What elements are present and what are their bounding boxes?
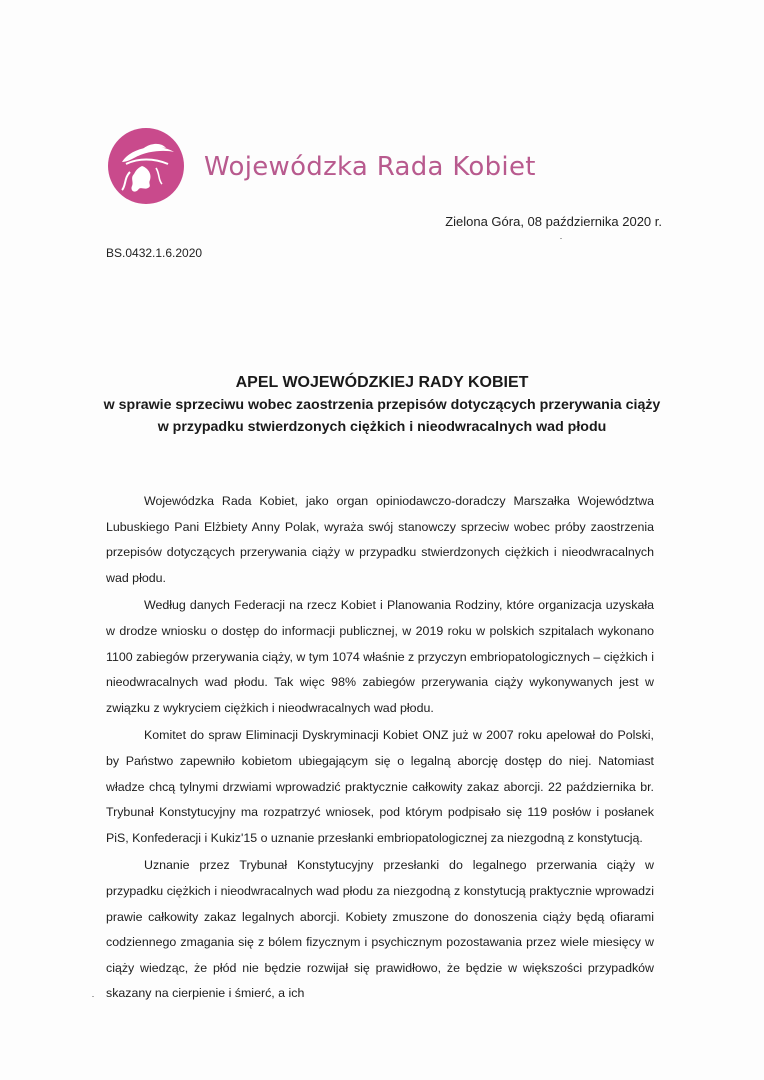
- scan-speck: [560, 238, 562, 239]
- paragraph: Według danych Federacji na rzecz Kobiet i Planowania Rodziny, które organizacja uzyskała w drodze wniosku o dostęp do informacji publicznej, w 2019 roku w polskich szpitalach wykonano 1100 zabiegów przerywania ciąży, w tym 1074 właśnie z przyczyn embriopatologicznych – ciężkich i nieodwracalnych wad płodu. Tak więc 98% zabiegów przerywania ciąży wykonywanych jest w związku z wykryciem ciężkich i nieodwracalnych wad płodu.: [106, 598, 654, 715]
- woman-in-hat-logo-icon: [108, 128, 184, 204]
- place-and-date: Zielona Góra, 08 października 2020 r.: [445, 214, 662, 229]
- document-title: [60, 372, 704, 438]
- paragraph: Wojewódzka Rada Kobiet, jako organ opiniodawczo-doradczy Marszałka Województwa Lubuskiego Pani Elżbiety Anny Polak, wyraża swój stanowczy sprzeciw wobec próby zaostrzenia przepisów dotyczących przerywania ciąży w przypadku stwierdzonych ciężkich i nieodwracalnych wad płodu.: [106, 494, 654, 585]
- scan-speck: [92, 996, 94, 997]
- reference-number: BS.0432.1.6.2020: [106, 246, 203, 260]
- letterhead: [108, 128, 536, 204]
- organization-name: Wojewódzka Rada Kobiet: [204, 152, 536, 182]
- title-main: APEL WOJEWÓDZKIEJ RADY KOBIET: [235, 374, 529, 391]
- paragraph: Uznanie przez Trybunał Konstytucyjny przesłanki do legalnego przerwania ciąży w przypadku ciężkich i nieodwracalnych wad płodu za niezgodną z konstytucją praktycznie wprowadzi prawie całkowity zakaz legalnych aborcji. Kobiety zmuszone do donoszenia ciąży będą ofiarami codziennego zmagania się z bólem fizycznym i psychicznym pozostawania przez wiele miesięcy w ciąży wiedząc, że płód nie będzie rozwijał się prawidłowo, że będzie w większości przypadków skazany na cierpienie i śmierć, a ich: [106, 858, 654, 1001]
- title-subtitle-line-1: w sprawie sprzeciwu wobec zaostrzenia przepisów dotyczących przerywania ciąży: [103, 397, 661, 413]
- paragraph: Komitet do spraw Eliminacji Dyskryminacji Kobiet ONZ już w 2007 roku apelował do Polski, by Państwo zapewniło kobietom ubiegającym się o legalną aborcję dostęp do niej. Natomiast władze chcą tylnymi drzwiami wprowadzić praktycznie całkowity zakaz aborcji. 22 października br. Trybunał Konstytucyjny ma rozpatrzyć wniosek, pod którym podpisało się 119 posłów i posłanek PiS, Konfederacji i Kukiz'15 o uznanie przesłanki embriopatologicznej za niezgodną z konstytucją.: [106, 728, 654, 845]
- document-body: [106, 489, 654, 1009]
- title-subtitle-line-2: w przypadku stwierdzonych ciężkich i nieodwracalnych wad płodu: [157, 419, 607, 435]
